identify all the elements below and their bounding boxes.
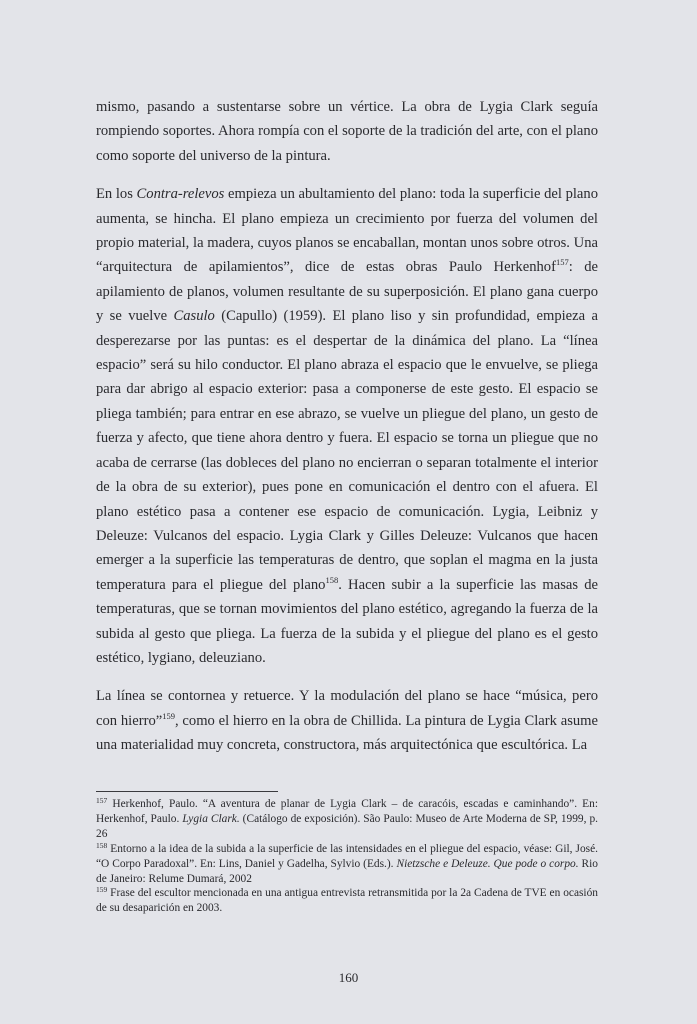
text-run: (Catálogo de exposición). São Paulo: Museo de Arte Moderna de SP, 1999, p. 26 xyxy=(96,812,598,840)
text-run: Rio de Janeiro: Relume Dumará, 2002 xyxy=(96,857,598,885)
body-text xyxy=(96,95,598,772)
text-run: Frase del escultor mencionada en una antigua entrevista retransmitida por la 2a Cadena de TVE en ocasión de su desaparición en 2003. xyxy=(96,887,598,915)
text-run: mismo, pasando a sustentarse sobre un vértice. La obra de Lygia Clark seguía rompiendo soportes. Ahora rompía con el soporte de la tradición del arte, con el plano como soporte del universo de la pintura. xyxy=(96,99,598,164)
text-run: empieza un abultamiento del plano: toda la superficie del plano aumenta, se hincha. El plano empieza un crecimiento por fuerza del volumen del propio material, la madera, cuyos planos se encaballan, montan unos sobre otros. Una “arquitectura de apilamientos”, dice de estas obras Paulo Herkenhof xyxy=(96,186,599,276)
text-run: Herkenhof, Paulo. “A aventura de planar de Lygia Clark – de caracóis, escadas e caminhando”. En: Herkenhof, Paulo. xyxy=(96,798,598,825)
footnote-marker: 158 xyxy=(325,574,339,585)
footnote xyxy=(96,842,598,887)
paragraph xyxy=(96,182,598,670)
footnote-marker: 158 xyxy=(96,840,108,850)
footnote-marker: 157 xyxy=(555,257,569,268)
text-run: En los xyxy=(96,186,137,203)
paragraph xyxy=(96,95,598,168)
text-run: La línea se contornea y retuerce. Y la modulación del plano se hace “música, pero con hierro” xyxy=(96,688,598,729)
text-run: , como el hierro en la obra de Chillida. La pintura de Lygia Clark asume una materialidad muy concreta, constructora, más arquitectónica que escultórica. La xyxy=(96,712,598,754)
footnote xyxy=(96,797,598,842)
text-run: . Hacen subir a la superficie las masas de temperaturas, que se tornan movimientos del plano estético, agregando la fuerza de la subida al gesto que pliega. La fuerza de la subida y el pliegue del plano es el gesto estético, lygiano, deleuziano. xyxy=(96,576,598,666)
footnote-marker: 157 xyxy=(96,796,108,805)
footnote-marker: 159 xyxy=(96,885,108,895)
italic-title: Nietzsche e Deleuze. Que pode o corpo. xyxy=(396,857,579,870)
footnote-separator xyxy=(96,791,278,792)
page-number: 160 xyxy=(338,970,359,985)
italic-title: Contra-relevos xyxy=(136,186,225,203)
paragraph xyxy=(96,684,598,757)
footnote xyxy=(96,886,598,916)
footnote-marker: 159 xyxy=(162,710,175,721)
italic-title: Lygia Clark. xyxy=(182,812,240,825)
footnotes xyxy=(96,797,598,916)
text-run: Entorno a la idea de la subida a la superficie de las intensidades en el pliegue del espacio, véase: Gil, José. “O Corpo Paradoxal”. En: Lins, Daniel y Gadelha, Sylvio (Eds.). xyxy=(96,842,598,870)
text-run: (Capullo) (1959). El plano liso y sin profundidad, empieza a desperezarse por las puntas: es el despertar de la dinámica del plano. La “línea espacio” será su hilo conductor. El plano abraza el espacio que le envuelve, se pliega para dar abrigo al espacio exterior: pasa a componerse de este gesto. El espacio se pliega también; para entrar en ese abrazo, se vuelve un pliegue del plano, un gesto de fuerza y afecto, que tiene ahora dentro y fuera. El espacio se torna un pliegue que no acaba de cerrarse (las dobleces del plano no encierran o separan totalmente el interior de la obra de su exterior), pues pone en comunicación el dentro con el afuera. El plano estético pasa a contener ese espacio de comunicación. Lygia, Leibniz y Deleuze: Vulcanos del espacio. Lygia Clark y Gilles Deleuze: Vulcanos que hacen emerger a la superficie las temperaturas de dentro, que soplan el magma en la justa temperatura para el pliegue del plano xyxy=(96,308,598,593)
italic-title: Casulo xyxy=(173,308,215,325)
text-run: : de apilamiento de planos, volumen resultante de su superposición. El plano gana cuerpo y se vuelve xyxy=(96,259,598,325)
